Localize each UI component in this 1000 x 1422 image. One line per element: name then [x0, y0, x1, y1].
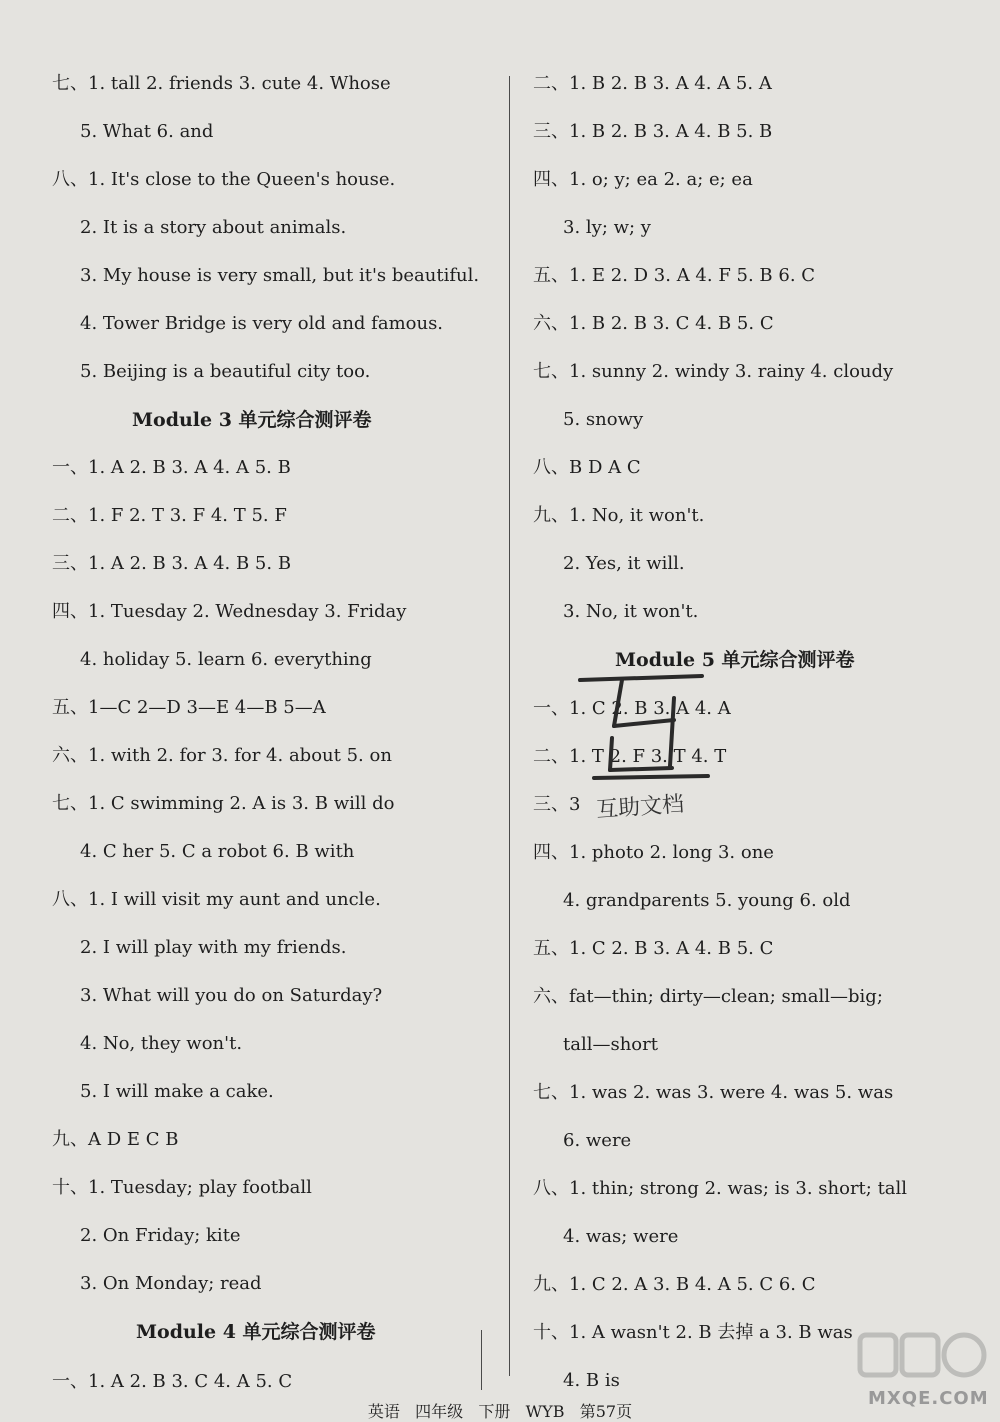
- answer-line: 九、1. C 2. A 3. B 4. A 5. C 6. C: [533, 1274, 816, 1295]
- answer-line: 3. My house is very small, but it's beautiful.: [80, 265, 480, 286]
- answer-line: 五、1—C 2—D 3—E 4—B 5—A: [52, 697, 326, 718]
- answer-line: 八、1. I will visit my aunt and uncle.: [52, 889, 381, 910]
- watermark-text: MXQE.COM: [868, 1388, 989, 1409]
- answer-line: 十、1. Tuesday; play football: [52, 1177, 312, 1198]
- answer-line: 三、1. B 2. B 3. A 4. B 5. B: [533, 121, 773, 142]
- answer-line: 八、B D A C: [533, 457, 641, 478]
- answer-line: 九、1. No, it won't.: [533, 505, 705, 526]
- answer-line: 4. B is: [563, 1370, 620, 1391]
- answer-line: 三、1. A 2. B 3. A 4. B 5. B: [52, 553, 292, 574]
- module5-heading: Module 5 单元综合测评卷: [615, 649, 855, 671]
- answer-line: 八、1. It's close to the Queen's house.: [52, 169, 396, 190]
- answer-line: 七、1. sunny 2. windy 3. rainy 4. cloudy: [533, 361, 894, 382]
- answer-line: 3. No, it won't.: [563, 601, 699, 622]
- answer-line: 3. On Monday; read: [80, 1273, 262, 1294]
- answer-line: 4. holiday 5. learn 6. everything: [80, 649, 372, 670]
- page-footer: 英语 四年级 下册 WYB 第57页: [367, 1402, 633, 1421]
- answer-line: 4. grandparents 5. young 6. old: [563, 890, 851, 911]
- answer-line: 四、1. o; y; ea 2. a; e; ea: [533, 169, 753, 190]
- answer-line: 5. snowy: [563, 409, 644, 430]
- answer-line: 六、1. with 2. for 3. for 4. about 5. on: [52, 745, 392, 766]
- answer-line: 3. What will you do on Saturday?: [80, 985, 383, 1006]
- answer-line: 七、1. tall 2. friends 3. cute 4. Whose: [52, 73, 391, 94]
- answer-line: 六、fat—thin; dirty—clean; small—big;: [533, 986, 883, 1007]
- answer-line: 十、1. A wasn't 2. B 去掉 a 3. B was: [533, 1322, 853, 1343]
- answer-line: 5. What 6. and: [80, 121, 214, 142]
- answer-line: 二、1. F 2. T 3. F 4. T 5. F: [52, 505, 287, 526]
- answer-line: 八、1. thin; strong 2. was; is 3. short; tall: [533, 1178, 908, 1199]
- answer-line: 5. I will make a cake.: [80, 1081, 274, 1102]
- answer-line: 九、A D E C B: [52, 1129, 179, 1150]
- answer-line: 2. Yes, it will.: [563, 553, 685, 574]
- answer-line: 4. Tower Bridge is very old and famous.: [80, 313, 444, 334]
- answer-line: 3. ly; w; y: [563, 217, 651, 238]
- answer-line: 4. C her 5. C a robot 6. B with: [80, 841, 355, 862]
- answer-line: 一、1. C 2. B 3. A 4. A: [533, 698, 731, 719]
- answer-line: 七、1. was 2. was 3. were 4. was 5. was: [533, 1082, 894, 1103]
- stamp-text: 互助文档: [595, 791, 685, 824]
- answer-line: 二、1. T 2. F 3. T 4. T: [533, 746, 727, 767]
- answer-line: 5. Beijing is a beautiful city too.: [80, 361, 371, 382]
- answer-line: 2. I will play with my friends.: [80, 937, 347, 958]
- answer-line: 四、1. Tuesday 2. Wednesday 3. Friday: [52, 601, 407, 622]
- answer-line: 一、1. A 2. B 3. A 4. A 5. B: [52, 457, 291, 478]
- answer-line: 三、3: [533, 794, 581, 815]
- column-divider: [509, 76, 510, 1376]
- module4-heading: Module 4 单元综合测评卷: [136, 1321, 376, 1343]
- answer-line: 五、1. C 2. B 3. A 4. B 5. C: [533, 938, 774, 959]
- answer-line: 四、1. photo 2. long 3. one: [533, 842, 774, 863]
- column-divider-lower: [481, 1330, 482, 1390]
- answer-line: tall—short: [563, 1034, 658, 1055]
- answer-line: 二、1. B 2. B 3. A 4. A 5. A: [533, 73, 772, 94]
- answer-line: 4. No, they won't.: [80, 1033, 243, 1054]
- answer-line: 4. was; were: [563, 1226, 679, 1247]
- answer-line: 一、1. A 2. B 3. C 4. A 5. C: [52, 1371, 293, 1392]
- answer-line: 2. It is a story about animals.: [80, 217, 347, 238]
- answer-line: 五、1. E 2. D 3. A 4. F 5. B 6. C: [533, 265, 816, 286]
- answer-line: 六、1. B 2. B 3. C 4. B 5. C: [533, 313, 774, 334]
- answer-line: 七、1. C swimming 2. A is 3. B will do: [52, 793, 395, 814]
- answer-line: 2. On Friday; kite: [80, 1225, 241, 1246]
- answer-line: 6. were: [563, 1130, 632, 1151]
- module3-heading: Module 3 单元综合测评卷: [132, 409, 372, 431]
